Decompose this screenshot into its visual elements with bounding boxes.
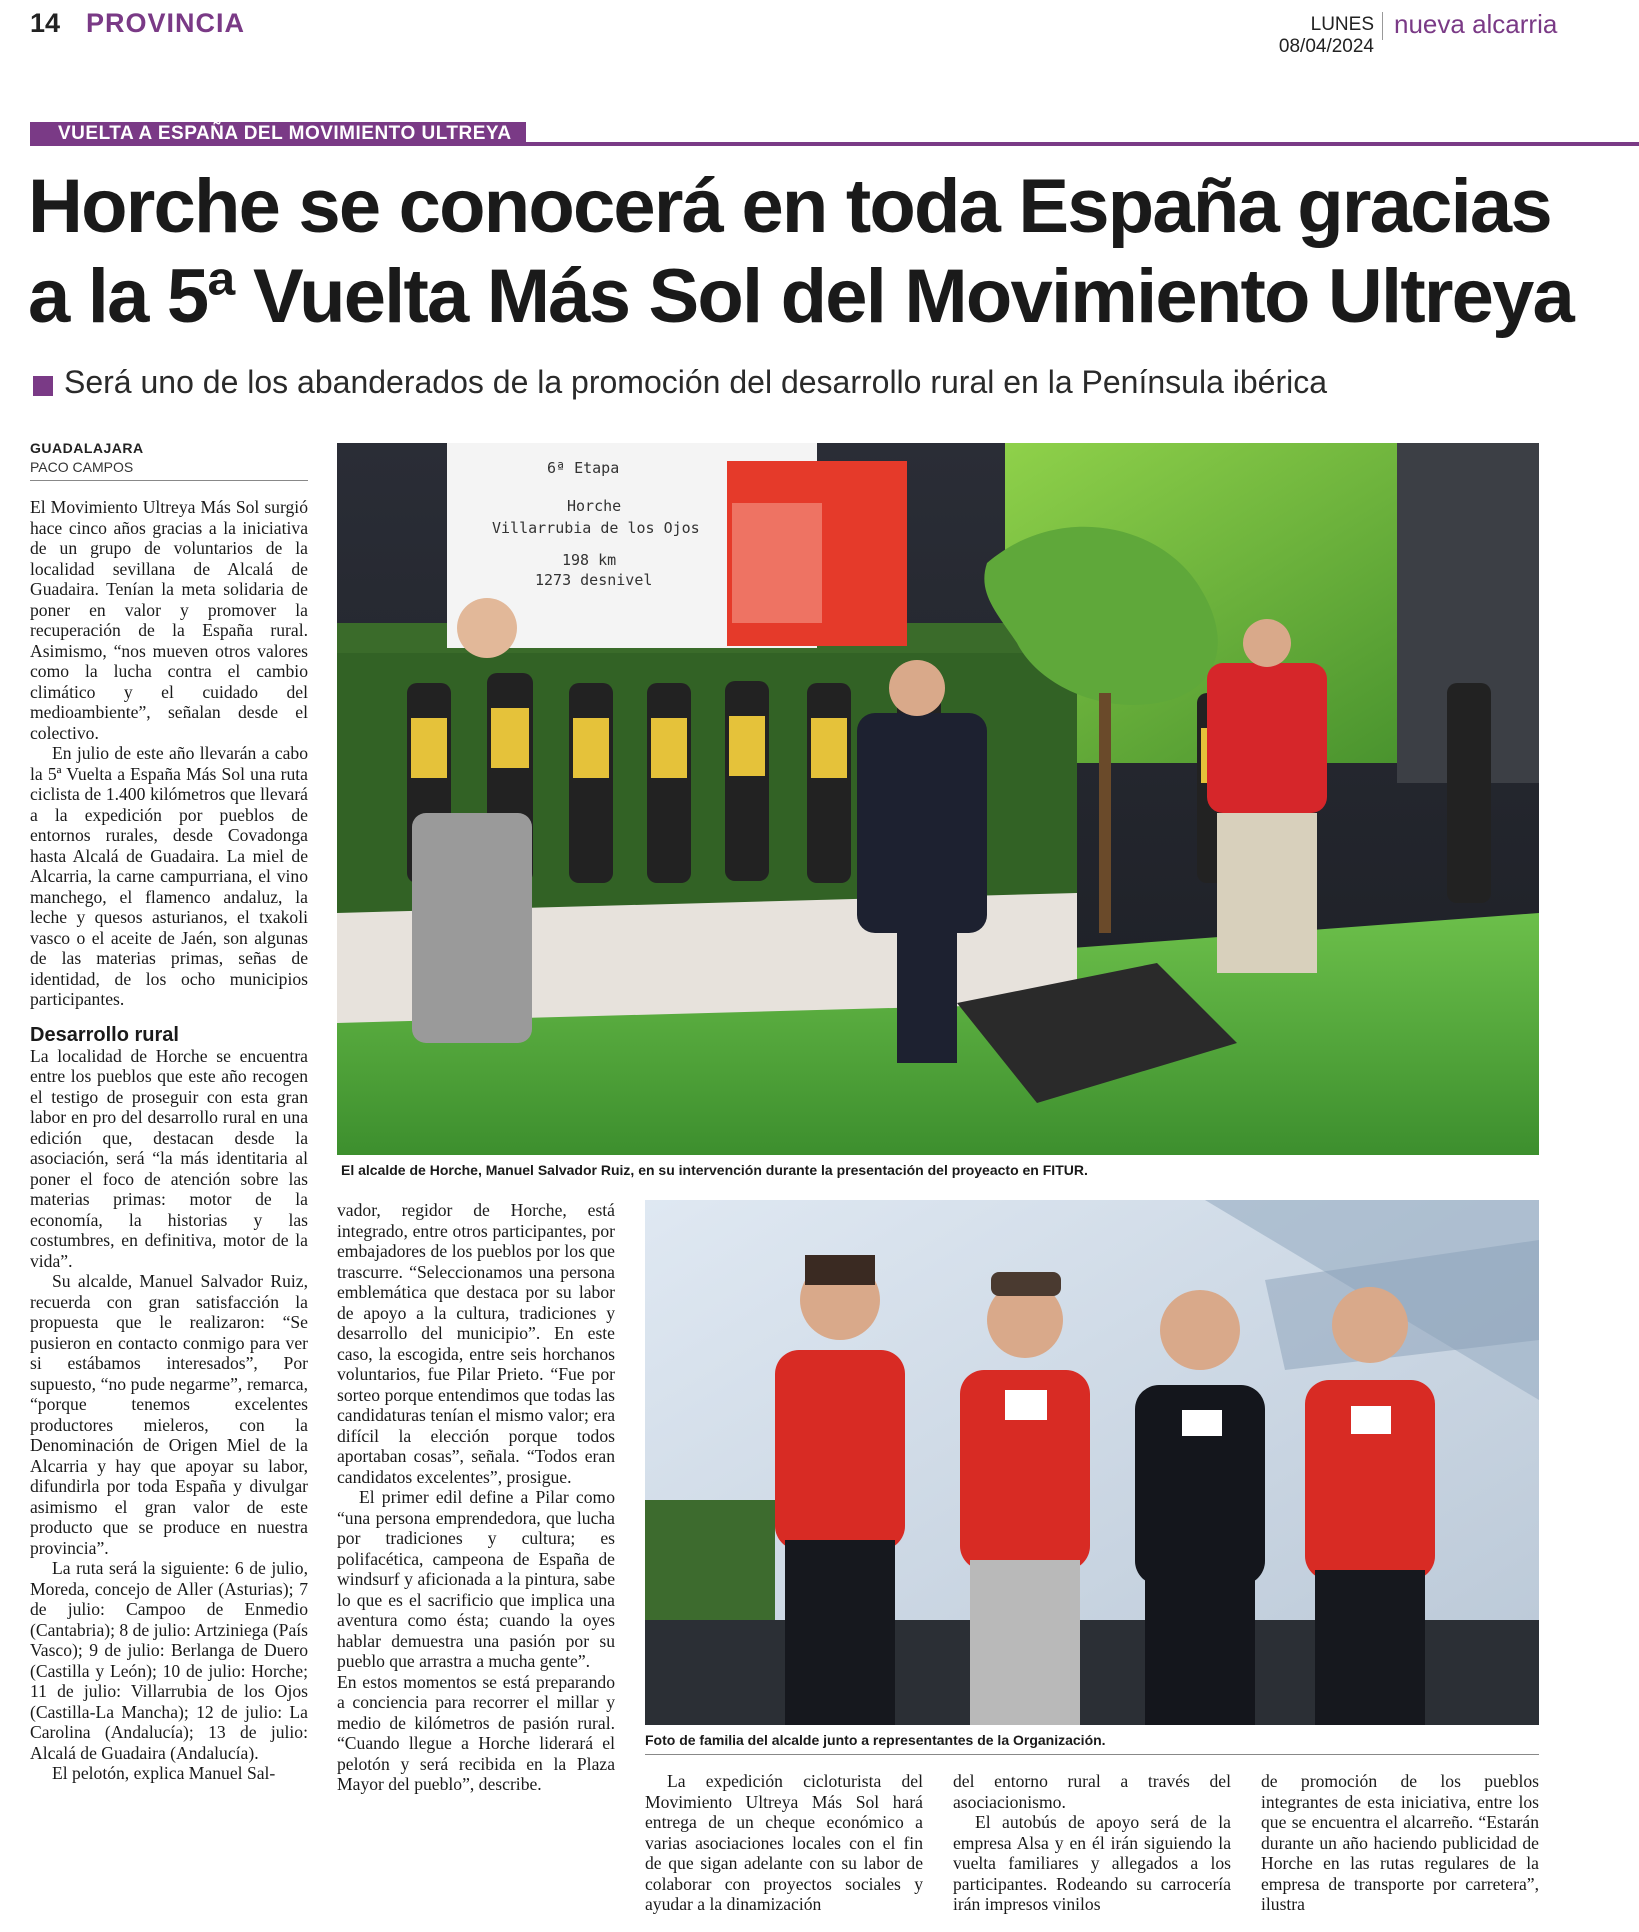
paragraph: El primer edil define a Pilar como “una persona emprendedora, que lucha por tradiciones y cultura; es polifacética, campeona de España de windsurf y aficionada a la pintura, sabe lo que es el sacrificio que implica una aventura como ésta; cuando la oyes hablar demuestra una pasión por su pueblo que arrastra a mucha gente”. [337, 1487, 615, 1671]
article-column-4 [953, 1771, 1231, 1932]
article-column-1 [30, 497, 308, 1932]
paragraph: El autobús de apoyo será de la empresa Alsa y en él irán siguiendo la vuelta familiares y allegados a los participantes. Rodeando su carrocería irán impresos vinilos [953, 1812, 1231, 1914]
headline-line-1: Horche se conocerá en toda España gracias [28, 164, 1551, 249]
byline-rule [30, 480, 308, 481]
photo-family-group [645, 1200, 1539, 1725]
screen-town: Horche [567, 497, 622, 515]
screen-elevation: 1273 desnivel [535, 571, 653, 589]
byline-author: PACO CAMPOS [30, 459, 134, 475]
kicker: VUELTA A ESPAÑA DEL MOVIMIENTO ULTREYA [58, 123, 512, 144]
paragraph: Su alcalde, Manuel Salvador Ruiz, recuerda con gran satisfacción la propuesta que le realizaron: “Se pusieron en contacto conmigo para ver si estábamos interesados”, Por supuesto, “no pude negarme”, remarca, “porque tenemos excelentes productores mieleros, con la Denominación de Origen Miel de la Alcarria y hay que apoyar su labor, difundirla por toda España y divulgar asimismo el gran valor de este producto que se produce en nuestra provincia”. [30, 1271, 308, 1558]
paragraph: El pelotón, explica Manuel Sal- [52, 1763, 276, 1783]
paragraph: La localidad de Horche se encuentra entre los pueblos que este año recogen el testigo de proseguir con esta gran labor en pro del desarrollo rural en una edición que, destacan desde la asociación, será “la más identitaria al poner el foco de atención sobre las materias primas: motor de la economía, la historias y las costumbres, en definitiva, motor de la vida”. [30, 1045, 308, 1271]
photo-caption-2: Foto de familia del alcalde junto a representantes de la Organización. [645, 1732, 1106, 1748]
newspaper-brand: nueva alcarria [1394, 9, 1558, 39]
paragraph: El Movimiento Ultreya Más Sol surgió hace cinco años gracias a la iniciativa de un grupo de voluntarios de la localidad sevillana de Alcalá de Guadaira. Tenían la meta solidaria de poner en valor y promover la recuperación de la España rural. Asimismo, “nos mueven otros valores como la lucha contra el cambio climático y el cuidado del medioambiente”, señalan desde el colectivo. [30, 497, 308, 743]
headline-line-2: a la 5ª Vuelta Más Sol del Movimiento Ultreya [28, 254, 1574, 339]
paragraph: vador, regidor de Horche, está integrado, entre otros participantes, por embajadores de los pueblos por los que trascurre. “Seleccionamos una persona emblemática que destaca por su labor de apoyo a la cultura, tradiciones y desarrollo del municipio”. En este caso, la escogida, entre seis horchanos voluntarios, fue Pilar Prieto. “Fue por sorteo porque entendimos que todas las candidaturas tenían el mismo valor; era difícil la elección porque todos aportaban cosas”, señala. “Todos eran candidatos excelentes”, prosigue. [337, 1200, 615, 1487]
subheadline: Será uno de los abanderados de la promoción del desarrollo rural en la Península ibérica [64, 364, 1328, 400]
header-separator [1382, 12, 1383, 40]
photo-fitur-illustration [337, 443, 1539, 1155]
section-label: PROVINCIA [86, 8, 246, 38]
paragraph: del entorno rural a través del asociacionismo. [953, 1771, 1231, 1812]
paragraph: La expedición cicloturista del Movimiento Ultreya Más Sol hará entrega de un cheque económico a varias asociaciones locales con el fin de que sigan adelante con su labor de colaborar con proyectos sociales y ayudar a la dinamización [645, 1771, 923, 1914]
screen-stage: 6ª Etapa [547, 459, 620, 477]
caption-rule [645, 1754, 1539, 1755]
screen-route: Villarrubia de los Ojos [492, 519, 700, 537]
photo-fitur-presentation [337, 443, 1539, 1155]
screen-distance: 198 km [562, 551, 617, 569]
paragraph: La ruta será la siguiente: 6 de julio, Moreda, concejo de Aller (Asturias); 7 de julio: Campoo de Enmedio (Cantabria); 8 de julio: Artziniega (País Vasco); 9 de julio: Berlanga de Duero (Castilla y León); 10 de julio: Horche; 11 de julio: Villarrubia de los Ojos (Castilla-La Mancha); 12 de julio: La Carolina (Andalucía); 13 de julio: Alcalá de Guadaira (Andalucía). [30, 1558, 308, 1763]
kicker-rule [526, 142, 1639, 146]
subhead-bullet-icon [33, 376, 53, 396]
article-column-2 [337, 1200, 615, 1932]
issue-date: LUNES 08/04/2024 [1278, 14, 1374, 57]
article-column-5 [1261, 1771, 1539, 1932]
section-heading: Desarrollo rural [30, 1023, 179, 1046]
photo-group-illustration [645, 1200, 1539, 1725]
paragraph: En julio de este año llevarán a cabo la 5ª Vuelta a España Más Sol una ruta ciclista de 1.400 kilómetros que llevará a la expedición por pueblos de entornos rurales, desde Covadonga hasta Alcalá de Guadaira. La miel de Alcarria, la carne campurriana, el vino manchego, el flamenco andaluz, la leche y quesos asturianos, el txakoli vasco o el aceite de Jaén, son algunas de las materias primas, señas de identidad, de los ocho municipios participantes. [30, 743, 308, 1009]
photo-caption-1: El alcalde de Horche, Manuel Salvador Ruiz, en su intervención durante la presentación del proyeacto en FITUR. [341, 1162, 1088, 1178]
page-number: 14 [30, 8, 61, 38]
headline [28, 162, 1588, 342]
byline-city: GUADALAJARA [30, 440, 144, 456]
paragraph: de promoción de los pueblos integrantes de esta iniciativa, entre los que se encuentra el alcarreño. “Estarán durante un año haciendo publicidad de Horche en las rutas regulares de la empresa de transporte por carretera”, ilustra [1261, 1771, 1539, 1914]
article-column-3 [645, 1771, 923, 1932]
paragraph: En estos momentos se está preparando a conciencia para recorrer el millar y medio de kilómetros de pasión rural. “Cuando llegue a Horche liderará el pelotón y será recibida en la Plaza Mayor del pueblo”, describe. [337, 1671, 615, 1794]
